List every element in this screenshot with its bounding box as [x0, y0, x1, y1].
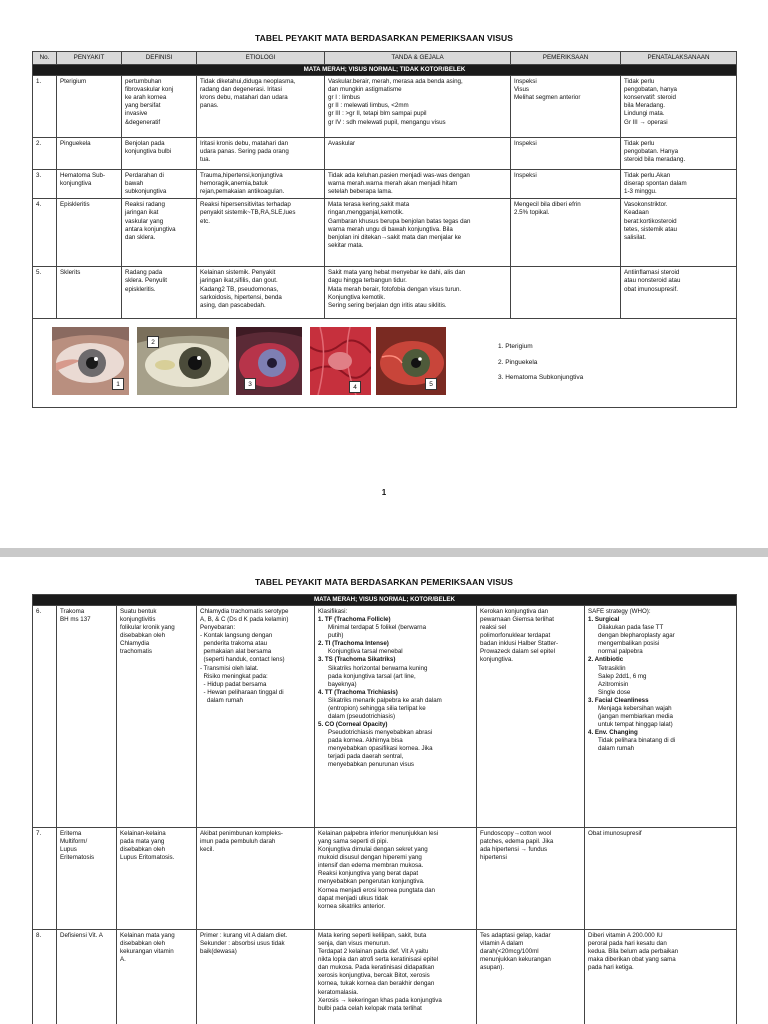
cell-penatalaksanaan-item-body: Tetrasiklin	[598, 664, 626, 672]
header-penatalaksanaan: PENATALAKSANAAN	[621, 52, 737, 65]
cell-etiologi-line: penderita trakoma atau	[200, 640, 268, 648]
cell-tanda-gejala-line: setelah beberapa lama.	[328, 188, 393, 196]
cell-definisi-line: invasive	[125, 110, 148, 118]
cell-etiologi-line: sarkoidosis, hipertensi, benda	[200, 293, 282, 301]
cell-pemeriksaan	[477, 828, 585, 930]
cell-tanda-gejala	[325, 267, 511, 319]
cell-tanda-gejala-line: Tidak ada keluhan.pasien menjadi was-was dengan	[328, 172, 470, 180]
cell-tanda-gejala-line: Sakit mata yang hebat menyebar ke dahi, alis dan	[328, 269, 466, 277]
cell-etiologi-line: - Transmisi oleh lalat.	[200, 664, 259, 672]
cell-penyakit	[57, 828, 117, 930]
cell-tanda-gejala-line: intensif dan edema membran mukosa.	[318, 862, 424, 870]
cell-tanda-gejala-line: gr II : melewati limbus, <2mm	[328, 102, 409, 110]
photo-number-4: 4	[349, 381, 361, 393]
cell-penyakit	[57, 606, 117, 828]
cell-definisi-line: pada mata yang	[120, 838, 165, 846]
cell-definisi	[117, 606, 197, 828]
cell-no: 2.	[33, 138, 57, 170]
cell-etiologi-line: asing, dan pascabedah.	[200, 301, 266, 309]
cell-penatalaksanaan	[621, 267, 737, 319]
cell-definisi-line: episkleritis.	[125, 285, 156, 293]
photo-legend-item: 3. Hematoma Subkonjungtiva	[498, 373, 584, 381]
cell-definisi-line: dan sklera.	[125, 233, 156, 241]
cell-definisi-line: folikular kronik yang	[120, 624, 175, 632]
document-page-2	[0, 557, 768, 1024]
cell-tanda-gejala-item-body: menyebabkan opasifikasi kornea. Jika	[328, 745, 433, 753]
cell-tanda-gejala-line: Vaskular.berair, merah, merasa ada benda asing,	[328, 78, 463, 86]
cell-tanda-gejala-item-body: terjadi pada daerah sentral,	[328, 753, 404, 761]
group-label: MATA MERAH; VISUS NORMAL; KOTOR/BELEK	[33, 595, 737, 606]
cell-etiologi-line: - Hewan peliharaan tinggal di	[200, 688, 284, 696]
cell-tanda-gejala-item-body: bayeknya)	[328, 680, 357, 688]
cell-tanda-gejala-line: gr III : >gr II, tetapi blm sampai pupil	[328, 110, 427, 118]
cell-tanda-gejala-line: benjolan ini ditekan→sakit mata dan menjalar ke	[328, 233, 462, 241]
cell-tanda-gejala	[325, 170, 511, 199]
cell-etiologi-line: udara panas. Sering pada orang	[200, 148, 289, 156]
cell-pemeriksaan-line: asupan).	[480, 964, 505, 972]
cell-penatalaksanaan	[621, 199, 737, 267]
cell-penatalaksanaan-line: Antiinflamasi steroid	[624, 269, 680, 277]
cell-penatalaksanaan-item-body: Salep 2dd1, 6 mg	[598, 672, 647, 680]
cell-etiologi-line: panas.	[200, 102, 219, 110]
cell-penatalaksanaan-line: pengobatan. Hanya	[624, 148, 679, 156]
header-pemeriksaan: PEMERIKSAAN	[511, 52, 621, 65]
cell-pemeriksaan	[511, 199, 621, 267]
photo-legend-item: 2. Pinguekela	[498, 358, 538, 366]
cell-no: 8.	[33, 930, 57, 1024]
cell-tanda-gejala-item-body: pada kornea. Akhirnya bisa	[328, 737, 403, 745]
cell-pemeriksaan-line: Fundoscopy→cotton wool	[480, 830, 552, 838]
cell-penyakit: Sklerits	[57, 267, 122, 319]
cell-penatalaksanaan-line: konservatif: steroid	[624, 94, 676, 102]
cell-penatalaksanaan-line: Tidak perlu	[624, 140, 655, 148]
cell-etiologi-line: - Kontak langsung dengan	[200, 632, 273, 640]
table-row	[33, 930, 737, 1024]
cell-pemeriksaan-line: Melihat segmen anterior	[514, 94, 581, 102]
table-row	[33, 828, 737, 930]
cell-definisi	[122, 199, 197, 267]
cell-etiologi-line: penyakit sistemik~TB,RA,SLE,lues	[200, 209, 296, 217]
cell-penyakit-line: Multiform/	[60, 838, 88, 846]
cell-definisi-line: disebabkan oleh	[120, 846, 166, 854]
cell-tanda-gejala-line: dan mukosa. Pada keratinisasi didapatkan	[318, 964, 435, 972]
cell-tanda-gejala-item-head: 4. TT (Trachoma Trichiasis)	[318, 688, 398, 696]
cell-tanda-gejala-item-body: Pseudotrichiasis menyebabkan abrasi	[328, 729, 433, 736]
group-row	[33, 595, 737, 606]
cell-tanda-gejala	[325, 138, 511, 170]
cell-definisi-line: fibrovaskular konj	[125, 86, 174, 94]
cell-pemeriksaan-line: menunjukkan kekurangan	[480, 956, 551, 964]
cell-pemeriksaan-line: badan inklusi Halber Statter-	[480, 640, 559, 648]
cell-tanda-gejala-item-head: 5. CO (Corneal Opacity)	[318, 720, 388, 728]
cell-etiologi-line: Kelainan sistemik. Penyakit	[200, 269, 276, 277]
cell-penyakit: Pterigium	[57, 76, 122, 138]
table-row	[33, 606, 737, 828]
cell-penatalaksanaan-line: pada hari ketiga.	[588, 964, 634, 972]
cell-penatalaksanaan-line: Keadaan	[624, 209, 649, 217]
cell-tanda-gejala-item-body: Minimal terdapat 5 folikel (berwarna	[328, 624, 427, 632]
cell-definisi-line: A.	[120, 956, 126, 964]
cell-definisi-line: Lupus Eritomatosis.	[120, 854, 175, 862]
cell-penatalaksanaan-item-body: mengembalikan posisi	[598, 640, 660, 648]
cell-penatalaksanaan-item-head: 3. Facial Cleanliness	[588, 696, 649, 704]
cell-definisi	[122, 170, 197, 199]
disease-table-2	[32, 594, 737, 1024]
cell-tanda-gejala-line: gr I : limbus	[328, 94, 360, 102]
cell-tanda-gejala-item-body: (entropion) sehingga silia terlipat ke	[328, 704, 426, 712]
cell-definisi-line: Chlamydia	[120, 640, 150, 648]
table-header-row	[33, 52, 737, 65]
cell-definisi-line: sklera. Penyulit	[125, 277, 167, 285]
cell-pemeriksaan-line: darah(<20mcg/100ml	[480, 948, 539, 956]
group-row	[33, 65, 737, 76]
cell-tanda-gejala-line: Konjungtiva dimulai dengan sekret yang	[318, 846, 428, 854]
cell-tanda-gejala-line: Kelainan palpebra inferior menunjukkan lesi	[318, 830, 439, 838]
cell-pemeriksaan-line: polimorfonuklear terdapat	[480, 632, 551, 640]
cell-tanda-gejala-item-body: dalam (pseudotrichiasis)	[328, 712, 396, 720]
cell-pemeriksaan	[511, 138, 621, 170]
cell-definisi-line: vaskular yang	[125, 217, 164, 225]
cell-etiologi-line: Sekunder : absorbsi usus tidak	[200, 940, 285, 948]
cell-penatalaksanaan-item-body: Single dose	[598, 688, 631, 696]
cell-penatalaksanaan-line: diserap spontan dalam	[624, 180, 687, 188]
cell-penyakit-line: BH ms 137	[60, 616, 91, 624]
cell-penatalaksanaan-item-body: untuk tempat hinggap lalat)	[598, 720, 673, 728]
cell-etiologi-line: jaringan ikat,sifilis, dan gout.	[200, 277, 278, 285]
cell-etiologi-line: radang dan degenerasi. Iritasi	[200, 86, 282, 94]
photo-legend	[498, 339, 583, 385]
cell-penatalaksanaan-line: peroral pada hari kesatu dan	[588, 940, 667, 948]
cell-definisi-line: Benjolan pada	[125, 140, 165, 148]
cell-pemeriksaan-line: ada hipertensi → fundus	[480, 846, 548, 854]
cell-no: 1.	[33, 76, 57, 138]
cell-penyakit: Hematoma Sub-konjungtiva	[57, 170, 122, 199]
cell-tanda-gejala-line: warna merah ungu di bawah konjungtiva. Bila	[328, 225, 453, 233]
cell-tanda-gejala-item-body: Sikatriks menarik palpebra ke arah dalam	[328, 696, 442, 704]
cell-penyakit-line: Eritematosis	[60, 854, 95, 862]
cell-tanda-gejala	[325, 76, 511, 138]
cell-etiologi	[197, 930, 315, 1024]
cell-etiologi	[197, 76, 325, 138]
cell-etiologi-line: (seperti handuk, contact lens)	[200, 656, 285, 664]
cell-penatalaksanaan-line: pengobatan, hanya	[624, 86, 677, 94]
cell-definisi-line: jaringan ikat	[125, 209, 159, 217]
cell-penatalaksanaan-item-body: Menjaga kebersihan wajah	[598, 704, 672, 712]
cell-definisi-line: Reaksi radang	[125, 201, 165, 209]
cell-tanda-gejala-line: mukoid disusul dengan hiperemi yang	[318, 854, 422, 862]
eye-photo-episkleritis	[310, 327, 371, 395]
cell-definisi-line: trachomatis	[120, 648, 152, 656]
cell-penatalaksanaan-line: atau nonsteroid atau	[624, 277, 681, 285]
cell-pemeriksaan-line: patches, edema papil. Jika	[480, 838, 554, 846]
table-row	[33, 76, 737, 138]
cell-etiologi-line: krons debu, matahari dan udara	[200, 94, 288, 102]
header-etiologi: ETIOLOGI	[197, 52, 325, 65]
cell-penatalaksanaan-item-body: Tidak pelihara binatang di di	[598, 737, 676, 745]
cell-penatalaksanaan-item-head: 4. Env. Changing	[588, 729, 638, 736]
cell-definisi	[122, 267, 197, 319]
cell-penatalaksanaan-line: maka diberikan obat yang sama	[588, 956, 676, 964]
cell-etiologi	[197, 138, 325, 170]
cell-penatalaksanaan	[585, 930, 737, 1024]
cell-tanda-gejala-line: Xerosis → kekeringan khas pada konjungtiva	[318, 996, 442, 1004]
cell-penatalaksanaan-line: Obat imunosupresif	[588, 830, 642, 838]
cell-penyakit	[57, 930, 117, 1024]
cell-tanda-gejala-line: warna merah.warna merah akan menjadi hitam	[328, 180, 458, 188]
cell-penatalaksanaan-line: Tidak perlu	[624, 78, 655, 86]
cell-tanda-gejala-line: Avaskular	[328, 140, 356, 148]
cell-etiologi-line: Penyebaran:	[200, 624, 236, 632]
cell-tanda-gejala-line: dan mungkin astigmatisme	[328, 86, 402, 94]
photo-legend-item: 1. Pterigium	[498, 343, 533, 351]
page-number: 1	[381, 488, 387, 497]
photo-number-3: 3	[244, 378, 256, 390]
cell-pemeriksaan-line: Tes adaptasi gelap, kadar	[480, 932, 551, 940]
cell-penatalaksanaan-line: tetes, sistemik atau	[624, 225, 677, 233]
cell-etiologi-line: dalam rumah	[200, 696, 243, 704]
cell-pemeriksaan-line: Inspeksi	[514, 78, 537, 86]
cell-tanda-gejala-line: Mata terasa kering,sakit mata	[328, 201, 410, 209]
header-tanda-gejala: TANDA & GEJALA	[325, 52, 511, 65]
cell-penatalaksanaan	[621, 170, 737, 199]
cell-penatalaksanaan-item-body: normal palpebra	[598, 648, 643, 656]
cell-etiologi-line: rejan,pemakaian antikoagulan.	[200, 188, 285, 196]
cell-definisi-line: ke arah kornea	[125, 94, 167, 102]
cell-pemeriksaan-line: Inspeksi	[514, 140, 537, 148]
cell-etiologi-line: etc.	[200, 217, 210, 225]
table-row	[33, 138, 737, 170]
cell-definisi-line: Suatu bentuk	[120, 608, 157, 616]
cell-penatalaksanaan-line: Vasokonstriktor.	[624, 201, 668, 209]
cell-pemeriksaan-line: pewarnaan Giemsa terlihat	[480, 616, 554, 624]
cell-penatalaksanaan-item-body: dalam rumah	[598, 745, 635, 753]
cell-pemeriksaan-line: 2.5% topikal.	[514, 209, 550, 217]
cell-definisi	[122, 138, 197, 170]
cell-penatalaksanaan-item-body: (jangan membiarkan media	[598, 712, 673, 720]
cell-no: 4.	[33, 199, 57, 267]
cell-pemeriksaan	[477, 606, 585, 828]
cell-penatalaksanaan-item-head: 2. Antibiotic	[588, 656, 624, 664]
cell-penatalaksanaan-line: steroid bila meradang.	[624, 156, 686, 164]
cell-tanda-gejala-line: kornea, tukak kornea dan berakhir dengan	[318, 980, 435, 988]
cell-definisi-line: antara konjungtiva	[125, 225, 176, 233]
cell-definisi-line: konjungtiva bulbi	[125, 148, 172, 156]
cell-definisi-line: disebabkan oleh	[120, 632, 166, 640]
cell-tanda-gejala-line: Mata kering seperti kelilipan, sakit, buta	[318, 932, 427, 940]
cell-tanda-gejala	[315, 930, 477, 1024]
cell-tanda-gejala	[315, 606, 477, 828]
cell-tanda-gejala-item-head: 1. TF (Trachoma Follicle)	[318, 616, 391, 624]
cell-pemeriksaan-line: Mengecil bila diberi efrin	[514, 201, 581, 209]
cell-penyakit: Episkleritis	[57, 199, 122, 267]
cell-penatalaksanaan-line: salisilat.	[624, 233, 647, 241]
cell-pemeriksaan-line	[514, 269, 617, 277]
cell-etiologi-line: Chlamydia trachomatis serotype	[200, 608, 289, 616]
cell-etiologi-line: - Hidup padat bersama	[200, 680, 267, 688]
cell-penatalaksanaan	[621, 138, 737, 170]
cell-tanda-gejala-line: kornea sikatriks anterior.	[318, 902, 386, 910]
cell-definisi-line: bawah	[125, 180, 144, 188]
cell-tanda-gejala-line: menyebabkan pengerutan konjungtiva.	[318, 878, 425, 886]
cell-tanda-gejala-line: Mata merah berair, fotofobia dengan visus turun.	[328, 285, 462, 293]
cell-no: 5.	[33, 267, 57, 319]
cell-tanda-gejala-item-head: 2. TI (Trachoma Intense)	[318, 640, 389, 648]
cell-definisi-line: pertumbuhan	[125, 78, 162, 86]
cell-pemeriksaan	[477, 930, 585, 1024]
table-row	[33, 199, 737, 267]
cell-etiologi-line: Trauma,hipertensi,konjungtiva	[200, 172, 283, 180]
photo-number-2: 2	[147, 336, 159, 348]
cell-penatalaksanaan	[585, 606, 737, 828]
cell-etiologi	[197, 606, 315, 828]
cell-no: 3.	[33, 170, 57, 199]
cell-penatalaksanaan-line: berat:kortikosteroid	[624, 217, 677, 225]
cell-tanda-gejala-item-body: pada konjungtiva tarsal (art line,	[328, 672, 416, 680]
cell-definisi	[122, 76, 197, 138]
cell-penyakit-line: Lupus	[60, 846, 77, 854]
cell-penatalaksanaan	[585, 828, 737, 930]
cell-tanda-gejala	[325, 199, 511, 267]
cell-etiologi	[197, 170, 325, 199]
header-no: No.	[33, 52, 57, 65]
cell-tanda-gejala-line: Sering sering berjalan dgn iritis atau siklitis.	[328, 301, 447, 309]
cell-tanda-gejala	[315, 828, 477, 930]
cell-penatalaksanaan-line: Diberi vitamin A 200.000 IU	[588, 932, 663, 940]
cell-penatalaksanaan-item-body: Azitromisin	[598, 680, 629, 688]
cell-definisi-line: disebabkan oleh	[120, 940, 166, 948]
cell-pemeriksaan-line: Visus	[514, 86, 530, 94]
cell-definisi-line: yang bersifat	[125, 102, 161, 110]
cell-definisi-line: Kelainan-kelaina	[120, 830, 166, 838]
cell-pemeriksaan-line: vitamin A dalam	[480, 940, 524, 948]
cell-penatalaksanaan-line: Gr III → operasi	[624, 118, 668, 126]
cell-tanda-gejala-line: ringan,mengganjal,kemotik.	[328, 209, 404, 217]
cell-penatalaksanaan-line: Tidak perlu.Akan	[624, 172, 671, 180]
cell-penatalaksanaan-item-body: dengan blepharoplasty agar	[598, 632, 675, 640]
cell-tanda-gejala-item-body: putih)	[328, 632, 344, 640]
cell-penatalaksanaan-line: bila Meradang.	[624, 102, 665, 110]
cell-etiologi-line: Tidak diketahui,diduga neoplasma,	[200, 78, 296, 86]
cell-tanda-gejala-line: bulbi pada celah kelopak mata terlihat	[318, 1004, 422, 1012]
header-penyakit: PENYAKIT	[57, 52, 122, 65]
page-title: TABEL PEYAKIT MATA BERDASARKAN PEMERIKSAAN VISUS	[254, 33, 514, 43]
cell-penatalaksanaan-intro: SAFE strategy (WHO):	[588, 608, 651, 616]
cell-tanda-gejala-line: Kornea menjadi erosi kornea pungtata dan	[318, 886, 435, 894]
cell-tanda-gejala-line: sekitar mata.	[328, 241, 364, 249]
cell-etiologi-line: Reaksi hipersensitivitas terhadap	[200, 201, 291, 209]
cell-etiologi-line: A, B, & C (Ds d K pada kelamin)	[200, 616, 289, 624]
cell-penatalaksanaan-line: Lindungi mata.	[624, 110, 665, 118]
cell-etiologi-line: baik(dewasa)	[200, 948, 237, 956]
cell-tanda-gejala-item-body: menyebabkan penurunan visus	[328, 761, 414, 769]
cell-pemeriksaan-line: hipertensi	[480, 854, 507, 862]
cell-definisi	[117, 828, 197, 930]
table-row	[33, 170, 737, 199]
cell-tanda-gejala-item-body: Sikatriks horizontal berwarna kuning	[328, 664, 428, 672]
cell-etiologi-line: hemoragik,anemia,batuk	[200, 180, 268, 188]
cell-penatalaksanaan	[621, 76, 737, 138]
cell-tanda-gejala-line: Gambaran khusus berupa benjolan batas tegas dan	[328, 217, 471, 225]
cell-tanda-gejala-line: dapat menjadi ulkus tidak	[318, 894, 388, 902]
cell-tanda-gejala-line: yang sama seperti di pipi.	[318, 838, 389, 846]
cell-pemeriksaan	[511, 76, 621, 138]
cell-definisi-line: konjungtivitis	[120, 616, 156, 624]
photo-number-5: 5	[425, 378, 437, 390]
cell-tanda-gejala-line: Reaksi konjungtiva yang berat dapat	[318, 870, 419, 878]
cell-penyakit-line: Trakoma	[60, 608, 85, 616]
cell-tanda-gejala-line: gr IV : sdh melewati pupil, mengangu visus	[328, 118, 446, 126]
photo-row	[33, 319, 737, 408]
cell-etiologi-line: Primer : kurang vit A dalam diet.	[200, 932, 288, 940]
photo-number-1: 1	[112, 378, 124, 390]
cell-tanda-gejala-line: keratomalasia.	[318, 988, 359, 996]
cell-penatalaksanaan-line: obat imunosupresif.	[624, 285, 678, 293]
group-label: MATA MERAH; VISUS NORMAL; TIDAK KOTOR/BELEK	[33, 65, 737, 76]
cell-tanda-gejala-line: dagu hingga terbangun tidur.	[328, 277, 407, 285]
cell-etiologi-line: tua.	[200, 156, 211, 164]
cell-penyakit: Pinguekela	[57, 138, 122, 170]
cell-definisi-line: Kelainan mata yang	[120, 932, 175, 940]
table-row	[33, 267, 737, 319]
cell-penatalaksanaan-item-body: Dilakukan pada fase TT	[598, 624, 664, 632]
cell-penatalaksanaan-line: 1-3 minggu.	[624, 188, 657, 196]
cell-pemeriksaan	[511, 267, 621, 319]
cell-definisi	[117, 930, 197, 1024]
cell-pemeriksaan-line: Kerokan konjungtiva dan	[480, 608, 549, 616]
cell-definisi-line: subkonjungtiva	[125, 188, 167, 196]
cell-pemeriksaan-line: reaksi sel	[480, 624, 507, 632]
cell-pemeriksaan-line: Prowazeck dalam sel epitel	[480, 648, 555, 656]
cell-etiologi-line: imun pada pembuluh darah	[200, 838, 276, 846]
cell-tanda-gejala-line: Konjungtiva kemotik.	[328, 293, 386, 301]
cell-pemeriksaan	[511, 170, 621, 199]
cell-tanda-gejala-line: nikta lopia dan atrofi serta keratinisasi epitel	[318, 956, 439, 964]
cell-etiologi-line: Kadang2 TB, pseudomonas,	[200, 285, 279, 293]
cell-penyakit-line: Eritema	[60, 830, 82, 838]
cell-etiologi-line: pemakaian alat bersama	[200, 648, 272, 656]
cell-no: 6.	[33, 606, 57, 828]
cell-etiologi	[197, 828, 315, 930]
photo-cell	[33, 319, 737, 408]
cell-definisi-line: Radang pada	[125, 269, 163, 277]
cell-penatalaksanaan-line: kedua. Bila belum ada perbaikan	[588, 948, 679, 956]
header-definisi: DEFINISI	[122, 52, 197, 65]
cell-no: 7.	[33, 828, 57, 930]
cell-penyakit-line: Defisiensi Vit. A	[60, 932, 103, 940]
cell-tanda-gejala-item-body: Konjungtiva tarsal menebal	[328, 648, 403, 656]
cell-etiologi	[197, 267, 325, 319]
cell-definisi-line: &degeneratif	[125, 118, 161, 126]
cell-tanda-gejala-intro: Klasifikasi:	[318, 608, 348, 616]
cell-definisi-line: Perdarahan di	[125, 172, 164, 180]
page-title: TABEL PEYAKIT MATA BERDASARKAN PEMERIKSAAN VISUS	[254, 577, 514, 587]
cell-definisi-line: kekurangan vitamin	[120, 948, 174, 956]
cell-etiologi-line: Iritasi kronis debu, matahari dan	[200, 140, 289, 148]
cell-tanda-gejala-item-head: 3. TS (Trachoma Sikatriks)	[318, 656, 396, 664]
cell-pemeriksaan-line: konjungtiva.	[480, 656, 514, 664]
cell-etiologi-line: kecil.	[200, 846, 215, 854]
cell-etiologi-line: Risiko meningkat pada:	[200, 672, 268, 680]
cell-etiologi-line: Akibat penimbunan kompleks-	[200, 830, 283, 838]
cell-tanda-gejala-line: Terdapat 2 kelainan pada def. Vit A yaitu	[318, 948, 429, 956]
cell-penatalaksanaan-item-head: 1. Surgical	[588, 616, 620, 624]
cell-tanda-gejala-line: xerosis konjungtiva, bercak Bitot, xerosis	[318, 972, 430, 980]
disease-table-1	[32, 51, 737, 408]
cell-tanda-gejala-line: senja, dan visus menurun.	[318, 940, 391, 948]
cell-etiologi	[197, 199, 325, 267]
cell-pemeriksaan-line: Inspeksi	[514, 172, 537, 180]
